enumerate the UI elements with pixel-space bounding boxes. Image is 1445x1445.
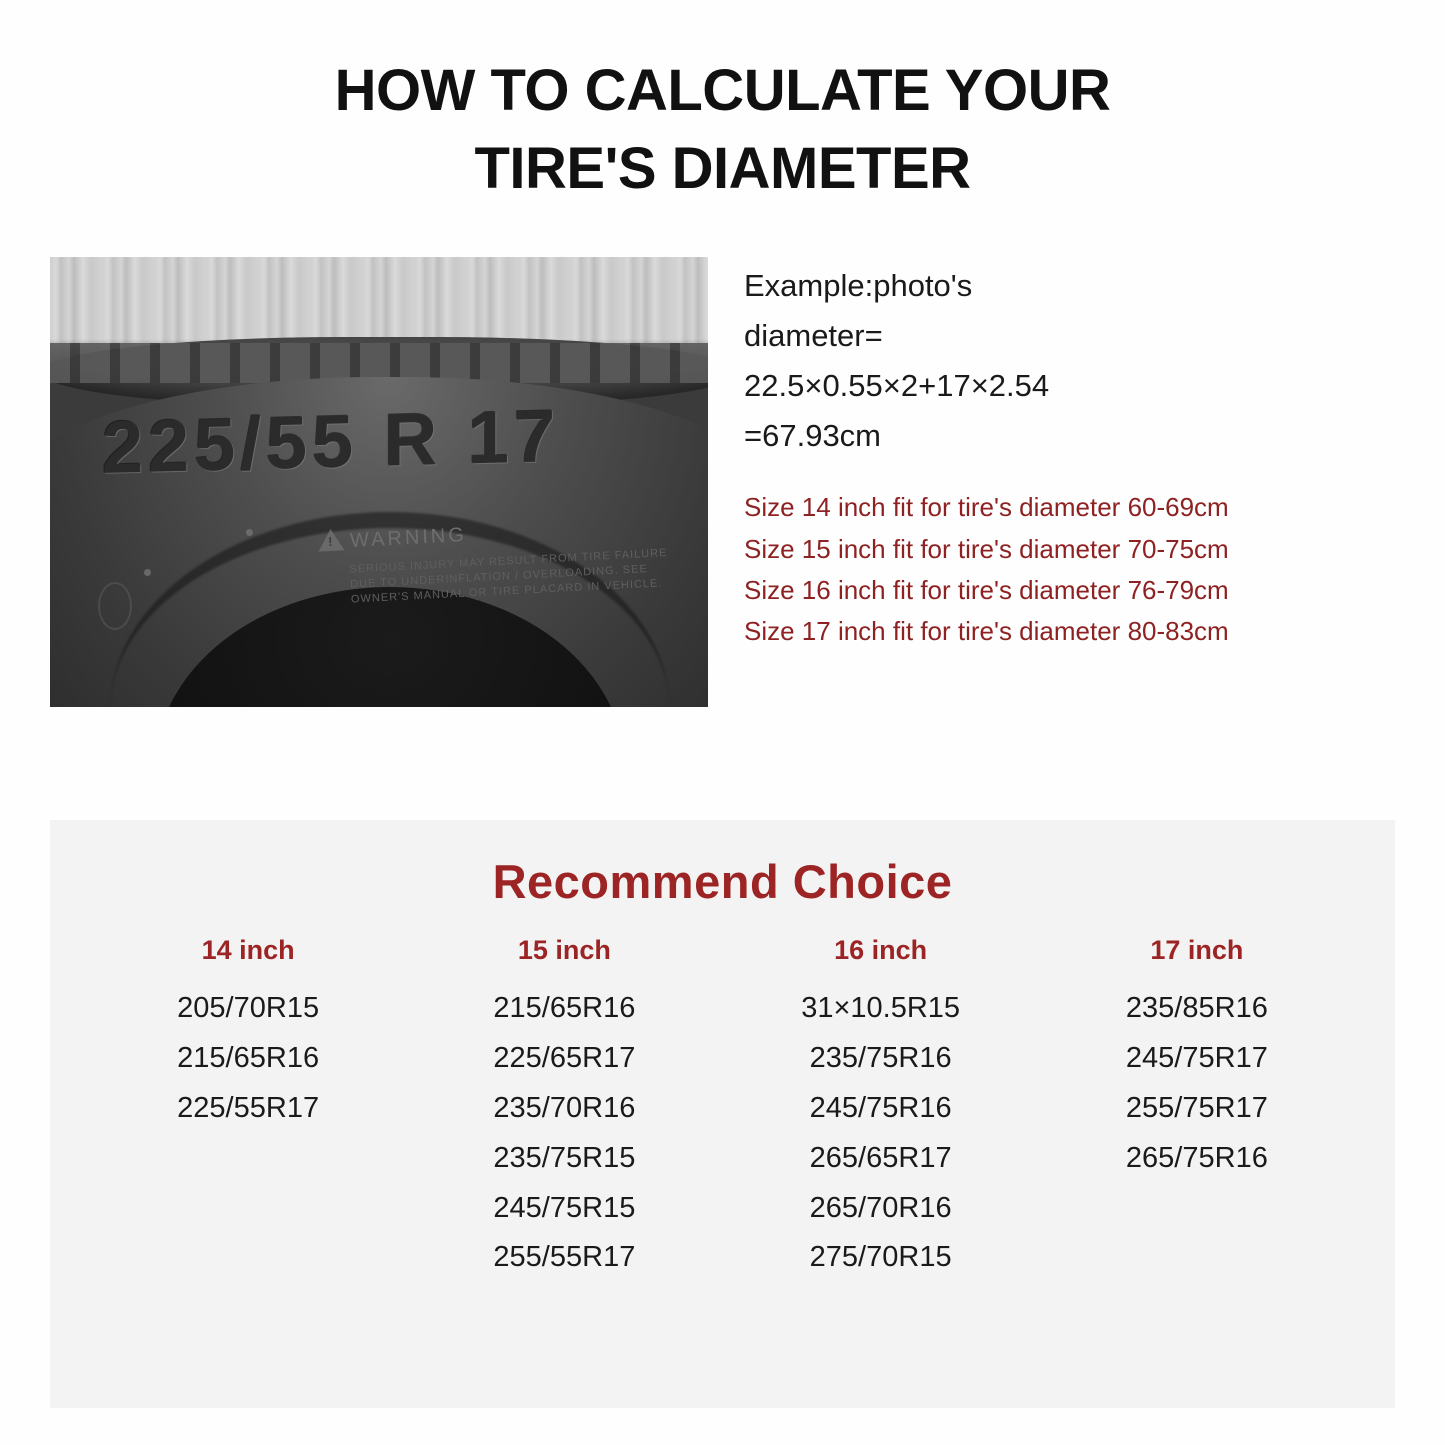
list-item: 275/70R15	[809, 1241, 952, 1274]
recommend-choice-panel	[50, 820, 1395, 1408]
column-header: 14 inch	[201, 935, 295, 965]
recommend-column-15-inch	[406, 935, 722, 1283]
warning-fine-print: SERIOUS INJURY MAY RESULT FROM TIRE FAILURE DUE TO UNDERINFLATION / OVERLOADING. SEE OWNER'S MANUAL OR TIRE PLACARD IN VEHICLE.	[349, 546, 668, 605]
list-item: 31×10.5R15	[801, 992, 961, 1024]
list-item: 235/75R15	[493, 1141, 636, 1174]
list-item: 265/65R17	[809, 1141, 952, 1174]
warning-triangle-icon	[317, 528, 344, 551]
page-title	[0, 0, 1445, 209]
list-item: 255/75R17	[1125, 1091, 1268, 1124]
tire-photo	[50, 257, 708, 707]
list-item: 265/70R16	[809, 1191, 952, 1224]
list-item: 245/75R17	[1125, 1041, 1268, 1074]
tire-size-marking: 225/55 R 17	[102, 393, 561, 489]
recommend-columns	[50, 935, 1395, 1283]
list-item: 215/65R16	[177, 1041, 320, 1074]
sidewall-marker	[98, 582, 132, 630]
column-header: 17 inch	[1150, 935, 1244, 965]
example-line: Example:photo's	[744, 267, 973, 303]
list-item: 245/75R15	[493, 1191, 636, 1224]
list-item: 265/75R16	[1125, 1141, 1268, 1174]
recommend-column-14-inch	[90, 935, 406, 1283]
size-note: Size 14 inch fit for tire's diameter 60-69cm	[744, 492, 1229, 523]
recommend-choice-heading: Recommend Choice	[492, 855, 953, 908]
list-item: 235/70R16	[493, 1091, 636, 1124]
list-item: 225/65R17	[493, 1041, 636, 1074]
sidewall-dot	[144, 569, 151, 576]
list-item: 215/65R16	[493, 992, 636, 1024]
page-title-line-2: TIRE'S DIAMETER	[474, 136, 971, 202]
example-text-block	[744, 257, 1401, 652]
recommend-column-17-inch	[1039, 935, 1355, 1283]
example-line: =67.93cm	[744, 418, 882, 454]
example-line: diameter=	[744, 317, 883, 353]
size-fit-notes	[744, 487, 1401, 651]
list-item: 245/75R16	[809, 1091, 952, 1124]
size-note: Size 15 inch fit for tire's diameter 70-75cm	[744, 533, 1229, 564]
sidewall-dot	[246, 529, 253, 536]
size-note: Size 16 inch fit for tire's diameter 76-79cm	[744, 574, 1229, 605]
column-header: 16 inch	[834, 935, 928, 965]
example-line: 22.5×0.55×2+17×2.54	[744, 368, 1050, 404]
warning-label: WARNING	[349, 523, 468, 552]
example-section	[0, 209, 1445, 707]
list-item: 205/70R15	[177, 992, 320, 1024]
list-item: 235/85R16	[1125, 992, 1268, 1024]
recommend-column-16-inch	[723, 935, 1039, 1283]
size-note: Size 17 inch fit for tire's diameter 80-83cm	[744, 615, 1229, 646]
column-header: 15 inch	[517, 935, 611, 965]
list-item: 255/55R17	[493, 1241, 636, 1274]
page-title-line-1: HOW TO CALCULATE YOUR	[334, 58, 1111, 123]
list-item: 225/55R17	[177, 1091, 320, 1124]
list-item: 235/75R16	[809, 1041, 952, 1074]
